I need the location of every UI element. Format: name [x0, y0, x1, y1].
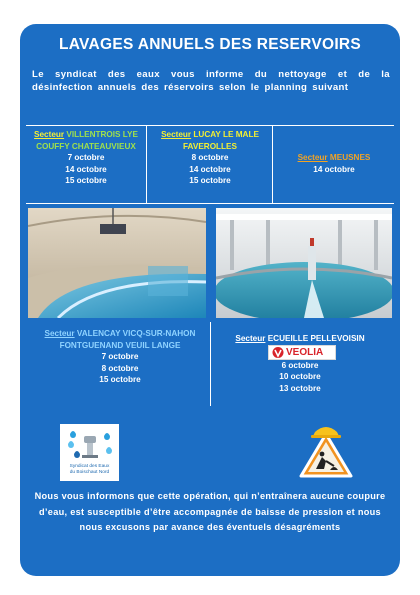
- sector-cell-valencay: [34, 328, 206, 386]
- sector-prefix: Secteur: [161, 130, 192, 139]
- sector-cell-villentrois: [26, 129, 146, 187]
- sector-date: 15 octobre: [189, 176, 231, 185]
- sector-heading: [212, 333, 388, 345]
- sector-date: 8 octobre: [191, 153, 229, 162]
- sector-heading: [34, 328, 206, 351]
- veolia-wordmark: VEOLIA: [286, 347, 324, 358]
- sector-date: 14 octobre: [313, 164, 355, 174]
- sector-name: VILLENTROIS LYE COUFFY CHATEAUVIEUX: [36, 130, 138, 151]
- roadworks-warning-sign: [296, 424, 356, 480]
- reservoir-interior-photo: [28, 208, 206, 318]
- veolia-logo: [268, 345, 336, 360]
- sector-cell-meusnes: [274, 152, 394, 175]
- sector-date: 6 octobre: [281, 360, 319, 370]
- sector-cell-lucay: [148, 129, 272, 187]
- syndicat-logo: [60, 424, 119, 481]
- sector-prefix: Secteur: [235, 334, 266, 343]
- sector-heading: [26, 129, 146, 152]
- sector-date: 15 octobre: [65, 176, 107, 185]
- water-drops-icon: [60, 424, 119, 462]
- sector-heading: [274, 152, 394, 164]
- logo-line-2: du Boischaut Nord: [69, 470, 110, 475]
- logo-line-1: Syndicat des Eaux: [69, 464, 110, 469]
- poster-title: LAVAGES ANNUELS DES RESERVOIRS: [58, 36, 362, 53]
- table-divider-2: [272, 125, 273, 203]
- footer-notice: Nous vous informons que cette opération, qui n’entraînera aucune coupure d’eau, est susceptible d’être accompagnée de baisse de pression et nous nous excusons par avance des éventuels désagréments: [34, 491, 386, 532]
- table-top-border: [26, 125, 394, 126]
- sector-name: VALENCAY VICQ-SUR-NAHON FONTGUENAND VEUIL LANGE: [59, 329, 196, 350]
- sector-name: MEUSNES: [329, 153, 371, 162]
- sector-date: 14 octobre: [189, 164, 231, 174]
- table-row-border: [26, 203, 394, 204]
- veolia-mark-icon: [271, 346, 285, 359]
- table-divider-3: [210, 322, 211, 406]
- sector-heading: [148, 129, 272, 152]
- intro-text: Le syndicat des eaux vous informe du nettoyage et de la désinfection annuels des réservoirs selon le planning suivant: [32, 69, 390, 93]
- sector-date: 7 octobre: [101, 352, 139, 361]
- sector-prefix: Secteur: [44, 329, 75, 338]
- sector-date: 7 octobre: [67, 153, 105, 162]
- sector-date: 14 octobre: [65, 164, 107, 174]
- sector-prefix: Secteur: [34, 130, 65, 139]
- table-divider-1: [146, 125, 147, 203]
- sector-date: 8 octobre: [101, 363, 139, 373]
- sector-date: 10 octobre: [279, 372, 321, 381]
- sector-prefix: Secteur: [297, 153, 328, 162]
- reservoir-pool-photo: [216, 208, 392, 318]
- sector-name: ECUEILLE PELLEVOISIN: [267, 334, 365, 343]
- sector-date: 15 octobre: [99, 375, 141, 384]
- sector-cell-ecueille: [212, 333, 388, 394]
- poster-panel: [20, 24, 400, 576]
- sector-date: 13 octobre: [279, 383, 321, 393]
- sector-name: LUCAY LE MALE FAVEROLLES: [183, 130, 259, 151]
